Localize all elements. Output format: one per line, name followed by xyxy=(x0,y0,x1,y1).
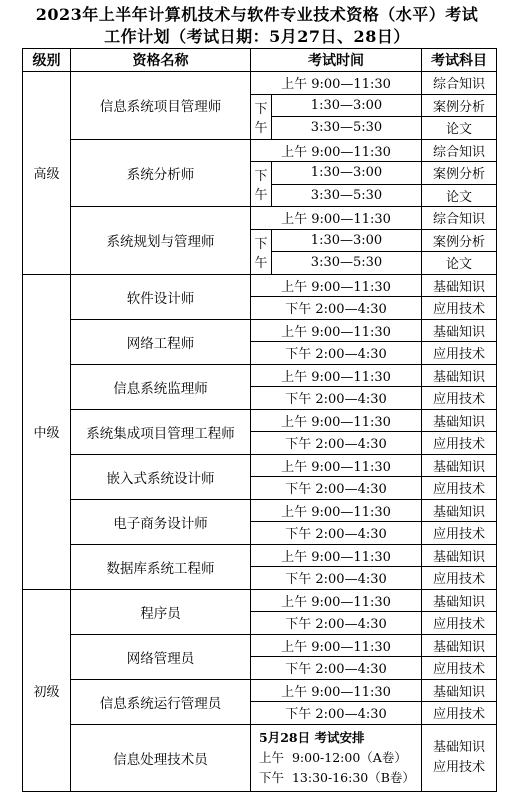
subject-cell: 应用技术 xyxy=(422,657,497,680)
subject-cell: 基础知识 xyxy=(422,679,497,702)
level-cell-junior: 初级 xyxy=(23,589,71,791)
subject-cell: 应用技术 xyxy=(422,342,497,365)
document-title xyxy=(0,4,514,48)
time-cell: 1:30—3:00 xyxy=(272,94,422,117)
time-cell xyxy=(251,72,422,95)
header-level: 级别 xyxy=(23,49,71,72)
subject-cell: 应用技术 xyxy=(422,702,497,725)
subject-cell: 应用技术 xyxy=(422,612,497,635)
time-value: 9:00—11:30 xyxy=(311,414,391,430)
subject-cell: 案例分析 xyxy=(422,162,497,185)
qualification-name: 网络管理员 xyxy=(71,634,251,679)
table-row xyxy=(23,634,497,657)
table-row xyxy=(23,319,497,342)
special-schedule-line-2 xyxy=(259,768,421,788)
header-row xyxy=(23,49,497,72)
table-row xyxy=(23,364,497,387)
time-value: 2:00—4:30 xyxy=(315,482,387,498)
time-value: 2:00—4:30 xyxy=(315,437,387,453)
session-label: 下午 xyxy=(285,527,312,543)
time-value: 9:00—11:30 xyxy=(311,144,391,160)
time-cell xyxy=(251,432,422,455)
subject-cell: 案例分析 xyxy=(422,94,497,117)
time-cell: 1:30—3:00 xyxy=(272,162,422,185)
session-label: 上午 xyxy=(281,504,308,520)
time-cell xyxy=(251,612,422,635)
time-cell xyxy=(251,477,422,500)
afternoon-label-top: 下 xyxy=(254,169,268,184)
level-cell-senior: 高级 xyxy=(23,72,71,275)
time-value: 2:00—4:30 xyxy=(315,707,387,723)
subject-cell: 基础知识 xyxy=(422,274,497,297)
table-row xyxy=(23,679,497,702)
time-cell xyxy=(251,364,422,387)
qualification-name: 电子商务设计师 xyxy=(71,499,251,544)
time-cell xyxy=(251,544,422,567)
qualification-name: 程序员 xyxy=(71,589,251,634)
time-cell xyxy=(251,139,422,162)
session-label: 下午 xyxy=(285,707,312,723)
time-value: 9:00—11:30 xyxy=(311,212,391,228)
subject-cell: 基础知识 xyxy=(422,499,497,522)
session-label: 上午 xyxy=(281,324,308,340)
afternoon-label-cell xyxy=(251,94,272,139)
qualification-name: 嵌入式系统设计师 xyxy=(71,454,251,499)
qualification-name: 信息系统监理师 xyxy=(71,364,251,409)
time-value: 9:00—11:30 xyxy=(311,684,391,700)
time-cell xyxy=(251,522,422,545)
session-label: 下午 xyxy=(285,662,312,678)
qualification-name: 系统规划与管理师 xyxy=(71,207,251,275)
subject-cell: 案例分析 xyxy=(422,229,497,252)
qualification-name: 数据库系统工程师 xyxy=(71,544,251,589)
qualification-name: 信息系统运行管理员 xyxy=(71,679,251,724)
time-cell xyxy=(251,499,422,522)
session-label: 上午 xyxy=(281,369,308,385)
afternoon-label-bottom: 午 xyxy=(254,255,268,271)
special-schedule-heading: 5月28日 考试安排 xyxy=(259,729,365,745)
table-row xyxy=(23,544,497,567)
session-label: 上午 xyxy=(259,749,285,765)
session-label: 上午 xyxy=(281,414,308,430)
time-cell xyxy=(251,634,422,657)
table-row xyxy=(23,409,497,432)
qualification-name: 软件设计师 xyxy=(71,274,251,319)
subject-applied: 应用技术 xyxy=(432,759,485,775)
afternoon-label-cell xyxy=(251,229,272,274)
subject-cell: 论文 xyxy=(422,252,497,275)
time-value: 9:00—11:30 xyxy=(311,279,391,295)
subject-cell: 基础知识 xyxy=(422,319,497,342)
subject-cell: 综合知识 xyxy=(422,72,497,95)
session-label: 下午 xyxy=(285,437,312,453)
time-value: 2:00—4:30 xyxy=(315,617,387,633)
time-value: 9:00—11:30 xyxy=(311,369,391,385)
subject-cell: 应用技术 xyxy=(422,432,497,455)
time-cell xyxy=(251,409,422,432)
time-value: 9:00—11:30 xyxy=(311,504,391,520)
title-line-2: 工作计划（考试日期：5月27日、28日） xyxy=(104,27,410,46)
session-label: 上午 xyxy=(281,594,308,610)
time-cell xyxy=(251,657,422,680)
table-row xyxy=(23,207,497,230)
time-value: 13:30-16:30（B卷） xyxy=(291,769,415,785)
table-row xyxy=(23,274,497,297)
table-row xyxy=(23,454,497,477)
time-value: 2:00—4:30 xyxy=(315,527,387,543)
session-label: 上午 xyxy=(281,144,308,160)
header-qualification: 资格名称 xyxy=(71,49,251,72)
session-label: 下午 xyxy=(259,769,285,785)
table-row xyxy=(23,139,497,162)
time-cell xyxy=(251,679,422,702)
subject-cell: 论文 xyxy=(422,117,497,140)
time-value: 9:00—11:30 xyxy=(311,324,391,340)
time-value: 9:00—11:30 xyxy=(311,77,391,93)
time-cell xyxy=(251,702,422,725)
session-label: 上午 xyxy=(281,684,308,700)
time-cell xyxy=(251,319,422,342)
time-value: 9:00-12:00（A卷） xyxy=(291,749,407,765)
time-cell xyxy=(251,567,422,590)
subject-cell: 应用技术 xyxy=(422,567,497,590)
qualification-name: 信息处理技术员 xyxy=(71,724,251,791)
session-label: 上午 xyxy=(281,212,308,228)
header-time: 考试时间 xyxy=(251,49,422,72)
session-label: 上午 xyxy=(281,549,308,565)
subject-cell: 基础知识 xyxy=(422,589,497,612)
subject-cell: 基础知识 xyxy=(422,634,497,657)
subject-cell: 基础知识 xyxy=(422,409,497,432)
qualification-name: 网络工程师 xyxy=(71,319,251,364)
subject-cell: 基础知识 xyxy=(422,544,497,567)
session-label: 上午 xyxy=(281,639,308,655)
time-value: 2:00—4:30 xyxy=(315,347,387,363)
time-cell: 3:30—5:30 xyxy=(272,252,422,275)
time-value: 9:00—11:30 xyxy=(311,549,391,565)
subject-cell: 综合知识 xyxy=(422,139,497,162)
table-row xyxy=(23,589,497,612)
time-value: 2:00—4:30 xyxy=(315,302,387,318)
time-cell: 1:30—3:00 xyxy=(272,229,422,252)
session-label: 下午 xyxy=(285,347,312,363)
time-value: 2:00—4:30 xyxy=(315,392,387,408)
afternoon-label-top: 下 xyxy=(254,101,268,117)
session-label: 下午 xyxy=(285,302,312,318)
table-row xyxy=(23,72,497,95)
title-line-1: 2023年上半年计算机技术与软件专业技术资格（水平）考试 xyxy=(35,5,479,24)
subject-cell: 基础知识 xyxy=(422,364,497,387)
time-cell xyxy=(251,454,422,477)
afternoon-label-bottom: 午 xyxy=(254,120,268,136)
exam-schedule-table xyxy=(22,48,497,792)
table-row xyxy=(23,499,497,522)
time-cell: 3:30—5:30 xyxy=(272,184,422,207)
time-cell xyxy=(251,387,422,410)
subject-cell: 基础知识 xyxy=(422,454,497,477)
session-label: 上午 xyxy=(281,279,308,295)
level-cell-intermediate: 中级 xyxy=(23,274,71,589)
session-label: 下午 xyxy=(285,392,312,408)
qualification-name: 信息系统项目管理师 xyxy=(71,72,251,140)
subject-cell: 综合知识 xyxy=(422,207,497,230)
subject-cell: 应用技术 xyxy=(422,522,497,545)
session-label: 下午 xyxy=(285,572,312,588)
afternoon-label-top: 下 xyxy=(254,236,268,252)
time-cell: 3:30—5:30 xyxy=(272,117,422,140)
special-schedule-line-1 xyxy=(259,748,421,768)
time-cell xyxy=(251,589,422,612)
time-cell xyxy=(251,297,422,320)
afternoon-label-cell xyxy=(251,162,272,207)
session-label: 上午 xyxy=(281,459,308,475)
time-cell xyxy=(251,207,422,230)
special-schedule-cell xyxy=(251,724,422,791)
qualification-name: 系统集成项目管理工程师 xyxy=(71,409,251,454)
header-subject: 考试科目 xyxy=(422,49,497,72)
subject-cell xyxy=(422,724,497,791)
time-cell xyxy=(251,342,422,365)
session-label: 下午 xyxy=(285,617,312,633)
qualification-name: 系统分析师 xyxy=(71,139,251,207)
afternoon-label-bottom: 午 xyxy=(254,188,268,203)
subject-basic: 基础知识 xyxy=(432,739,485,755)
session-label: 下午 xyxy=(285,482,312,498)
time-value: 9:00—11:30 xyxy=(311,459,391,475)
time-value: 2:00—4:30 xyxy=(315,662,387,678)
time-value: 2:00—4:30 xyxy=(315,572,387,588)
subject-cell: 应用技术 xyxy=(422,387,497,410)
session-label: 上午 xyxy=(281,77,308,93)
subject-cell: 应用技术 xyxy=(422,477,497,500)
subject-cell: 论文 xyxy=(422,184,497,207)
subject-cell: 应用技术 xyxy=(422,297,497,320)
time-cell xyxy=(251,274,422,297)
time-value: 9:00—11:30 xyxy=(311,639,391,655)
time-value: 9:00—11:30 xyxy=(311,594,391,610)
